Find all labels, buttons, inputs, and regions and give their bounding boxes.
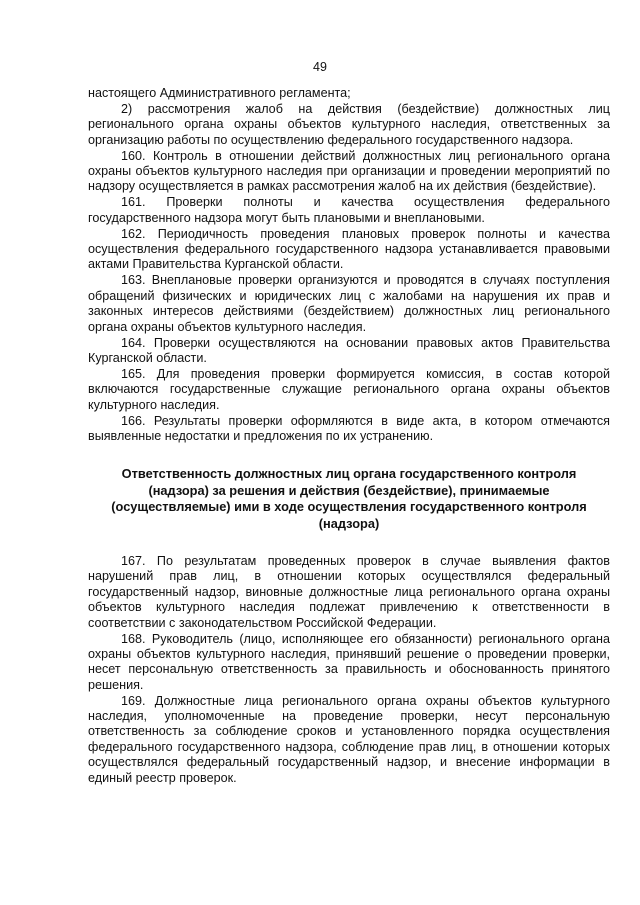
- page-number: 49: [313, 60, 327, 74]
- continuation-text: настоящего Административного регламента;: [88, 86, 351, 100]
- document-body: [88, 86, 610, 787]
- paragraph-164: 164. Проверки осуществляются на основании правовых актов Правительства Курганской области.: [88, 335, 610, 365]
- paragraph-169: 169. Должностные лица регионального органа охраны объектов культурного наследия, уполномоченные на проведение проверки, несут персональную ответственность за соблюдение сроков и установленного порядка осуществления федерального государственного надзора, соблюдение прав лиц, в отношении которых осуществлялся федеральный государственный надзор, и внесение информации в единый реестр проверок.: [88, 693, 610, 785]
- paragraph-168: 168. Руководитель (лицо, исполняющее его обязанности) регионального органа охраны объектов культурного наследия, принявший решение о проведении проверки, несет персональную ответственность за правильность и обоснованность принятого решения.: [88, 631, 610, 692]
- paragraph-161: 161. Проверки полноты и качества осуществления федерального государственного надзора могут быть плановыми и внеплановыми.: [88, 195, 610, 225]
- paragraph-item-2: 2) рассмотрения жалоб на действия (бездействие) должностных лиц регионального органа охраны объектов культурного наследия, ответственных за организацию работы по осуществлению федерального государственного надзора.: [88, 101, 610, 147]
- paragraph-167: 167. По результатам проведенных проверок в случае выявления фактов нарушений прав лиц, в отношении которых осуществлялся федеральный государственный надзор, виновные должностные лица регионального органа охраны объектов культурного наследия подлежат привлечению к ответственности в соответствии с законодательством Российской Федерации.: [88, 553, 610, 630]
- paragraph-160: 160. Контроль в отношении действий должностных лиц регионального органа охраны объектов культурного наследия при организации и проведении мероприятий по надзору осуществляется в рамках рассмотрения жалоб на их действия (бездействие).: [88, 148, 610, 194]
- paragraph-162: 162. Периодичность проведения плановых проверок полноты и качества осуществления федерального государственного надзора устанавливается правовыми актами Правительства Курганской области.: [88, 226, 610, 272]
- paragraph-163: 163. Внеплановые проверки организуются и проводятся в случаях поступления обращений физических и юридических лиц с жалобами на нарушения их прав и законных интересов действиями (бездействием) должностных лиц регионального органа охраны объектов культурного наследия.: [88, 273, 610, 334]
- heading-spacer: [88, 532, 610, 554]
- paragraph-166: 166. Результаты проверки оформляются в виде акта, в котором отмечаются выявленные недостатки и предложения по их устранению.: [88, 413, 610, 443]
- paragraph-165: 165. Для проведения проверки формируется комиссия, в состав которой включаются государственные служащие регионального органа охраны объектов культурного наследия.: [88, 366, 610, 412]
- section-heading: Ответственность должностных лиц органа государственного контроля (надзора) за решения и действия (бездействие), принимаемые (осуществляемые) ими в ходе осуществления государственного контроля (надзора): [111, 466, 587, 531]
